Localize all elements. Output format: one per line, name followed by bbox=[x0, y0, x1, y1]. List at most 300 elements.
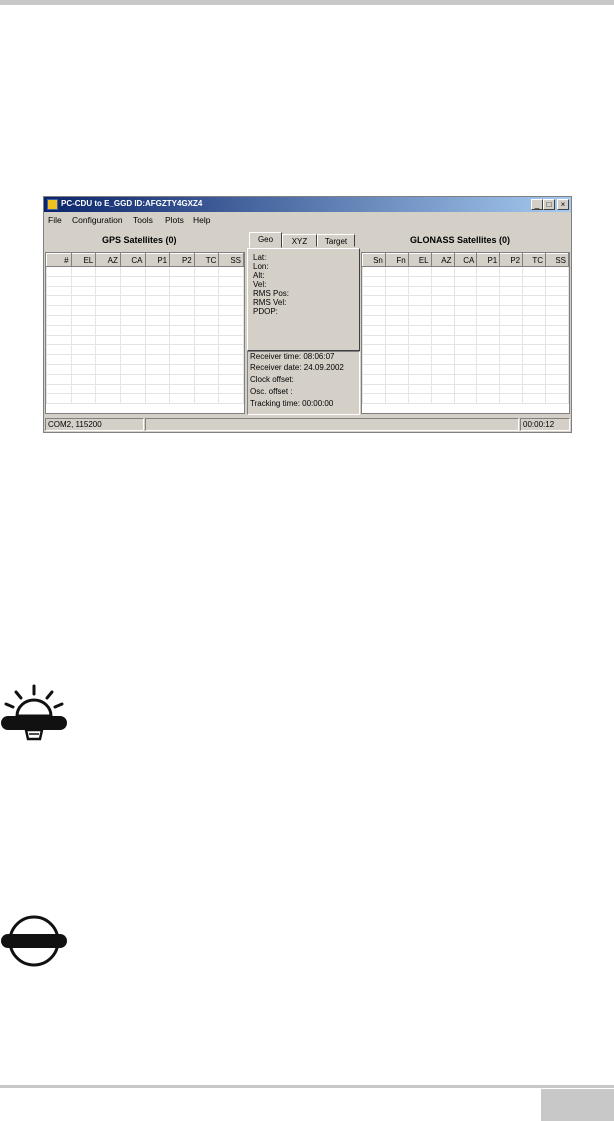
table-row bbox=[47, 384, 244, 394]
table-cell bbox=[454, 364, 477, 374]
table-cell bbox=[145, 345, 170, 355]
table-cell bbox=[194, 394, 219, 404]
table-row bbox=[47, 286, 244, 296]
table-row bbox=[363, 306, 569, 316]
table-cell bbox=[96, 286, 121, 296]
table-cell bbox=[219, 335, 244, 345]
table-cell bbox=[523, 364, 546, 374]
table-row bbox=[363, 364, 569, 374]
table-cell bbox=[194, 355, 219, 365]
table-cell bbox=[194, 374, 219, 384]
table-cell bbox=[219, 306, 244, 316]
table-cell bbox=[194, 306, 219, 316]
table-cell bbox=[408, 364, 431, 374]
receiver-time: Receiver time: 08:06:07 bbox=[250, 352, 335, 361]
table-cell bbox=[145, 286, 170, 296]
table-cell bbox=[194, 325, 219, 335]
menu-tools[interactable]: Tools bbox=[133, 215, 153, 225]
table-cell bbox=[47, 355, 72, 365]
table-cell bbox=[363, 306, 386, 316]
table-cell bbox=[145, 374, 170, 384]
table-cell bbox=[477, 355, 500, 365]
gps-column-header[interactable]: AZ bbox=[96, 254, 121, 267]
table-cell bbox=[194, 296, 219, 306]
table-row bbox=[363, 296, 569, 306]
gps-satellite-table[interactable] bbox=[45, 252, 245, 414]
table-cell bbox=[120, 306, 145, 316]
table-row bbox=[47, 364, 244, 374]
table-cell bbox=[385, 325, 408, 335]
table-row bbox=[363, 276, 569, 286]
table-cell bbox=[219, 286, 244, 296]
table-cell bbox=[546, 296, 569, 306]
table-row bbox=[363, 325, 569, 335]
table-row bbox=[47, 394, 244, 404]
app-icon bbox=[47, 199, 58, 210]
menu-plots[interactable]: Plots bbox=[165, 215, 184, 225]
glonass-column-header[interactable]: P1 bbox=[477, 254, 500, 267]
table-cell bbox=[408, 306, 431, 316]
table-cell bbox=[408, 325, 431, 335]
table-cell bbox=[96, 374, 121, 384]
table-cell bbox=[96, 364, 121, 374]
lightbulb-icon bbox=[0, 684, 70, 746]
table-cell bbox=[71, 286, 96, 296]
table-cell bbox=[145, 394, 170, 404]
table-cell bbox=[454, 315, 477, 325]
table-cell bbox=[194, 286, 219, 296]
table-row bbox=[47, 315, 244, 325]
table-cell bbox=[477, 276, 500, 286]
table-cell bbox=[47, 374, 72, 384]
window-title: PC-CDU to E_GGD ID:AFGZTY4GXZ4 bbox=[61, 199, 203, 208]
table-cell bbox=[194, 276, 219, 286]
gps-column-header[interactable]: P1 bbox=[145, 254, 170, 267]
table-cell bbox=[71, 315, 96, 325]
table-cell bbox=[96, 384, 121, 394]
table-cell bbox=[500, 335, 523, 345]
table-cell bbox=[523, 374, 546, 384]
table-cell bbox=[546, 267, 569, 277]
table-cell bbox=[219, 315, 244, 325]
table-cell bbox=[408, 335, 431, 345]
lat-label: Lat: bbox=[253, 253, 267, 262]
glonass-column-header[interactable]: CA bbox=[454, 254, 477, 267]
table-cell bbox=[385, 315, 408, 325]
table-cell bbox=[431, 355, 454, 365]
vel-label: Vel: bbox=[253, 280, 267, 289]
table-cell bbox=[454, 355, 477, 365]
table-cell bbox=[96, 325, 121, 335]
table-row bbox=[47, 296, 244, 306]
table-cell bbox=[145, 384, 170, 394]
table-cell bbox=[546, 364, 569, 374]
glonass-column-header[interactable]: P2 bbox=[500, 254, 523, 267]
table-cell bbox=[145, 267, 170, 277]
table-cell bbox=[47, 267, 72, 277]
table-cell bbox=[47, 315, 72, 325]
clock-offset: Clock offset: bbox=[250, 375, 294, 384]
table-cell bbox=[219, 384, 244, 394]
table-cell bbox=[71, 267, 96, 277]
table-cell bbox=[431, 267, 454, 277]
table-cell bbox=[194, 267, 219, 277]
tab-target[interactable]: Target bbox=[317, 234, 355, 247]
table-cell bbox=[523, 394, 546, 404]
osc-offset: Osc. offset : bbox=[250, 387, 293, 396]
table-cell bbox=[170, 345, 195, 355]
table-cell bbox=[546, 384, 569, 394]
table-cell bbox=[500, 276, 523, 286]
table-cell bbox=[96, 345, 121, 355]
table-cell bbox=[47, 306, 72, 316]
table-cell bbox=[431, 374, 454, 384]
table-cell bbox=[477, 296, 500, 306]
table-cell bbox=[408, 394, 431, 404]
table-cell bbox=[408, 384, 431, 394]
table-cell bbox=[546, 286, 569, 296]
table-cell bbox=[500, 325, 523, 335]
table-cell bbox=[431, 364, 454, 374]
table-cell bbox=[71, 325, 96, 335]
lon-label: Lon: bbox=[253, 262, 269, 271]
table-cell bbox=[120, 276, 145, 286]
table-cell bbox=[219, 296, 244, 306]
table-cell bbox=[219, 267, 244, 277]
table-cell bbox=[523, 315, 546, 325]
table-cell bbox=[145, 325, 170, 335]
table-cell bbox=[477, 364, 500, 374]
table-row bbox=[363, 267, 569, 277]
table-cell bbox=[408, 374, 431, 384]
table-cell bbox=[47, 394, 72, 404]
table-row bbox=[47, 355, 244, 365]
menu-bar bbox=[44, 213, 571, 226]
table-row bbox=[363, 345, 569, 355]
table-cell bbox=[71, 384, 96, 394]
table-cell bbox=[408, 286, 431, 296]
table-cell bbox=[170, 384, 195, 394]
table-row bbox=[47, 276, 244, 286]
gps-column-header[interactable]: EL bbox=[71, 254, 96, 267]
table-cell bbox=[500, 374, 523, 384]
table-cell bbox=[96, 394, 121, 404]
table-cell bbox=[454, 276, 477, 286]
table-cell bbox=[385, 394, 408, 404]
table-cell bbox=[145, 296, 170, 306]
table-cell bbox=[363, 286, 386, 296]
table-row bbox=[47, 267, 244, 277]
table-cell bbox=[523, 276, 546, 286]
table-cell bbox=[145, 364, 170, 374]
glonass-satellite-table[interactable] bbox=[361, 252, 570, 414]
table-cell bbox=[120, 325, 145, 335]
table-cell bbox=[477, 267, 500, 277]
table-cell bbox=[71, 306, 96, 316]
table-cell bbox=[120, 267, 145, 277]
table-cell bbox=[523, 325, 546, 335]
tab-geo[interactable]: Geo bbox=[249, 232, 282, 248]
table-cell bbox=[546, 394, 569, 404]
glonass-column-header[interactable]: Sn bbox=[363, 254, 386, 267]
table-cell bbox=[546, 325, 569, 335]
table-cell bbox=[500, 364, 523, 374]
table-cell bbox=[500, 286, 523, 296]
table-row bbox=[363, 286, 569, 296]
table-cell bbox=[477, 306, 500, 316]
table-cell bbox=[431, 384, 454, 394]
table-cell bbox=[170, 394, 195, 404]
table-cell bbox=[477, 374, 500, 384]
table-cell bbox=[385, 267, 408, 277]
table-cell bbox=[546, 335, 569, 345]
table-cell bbox=[477, 315, 500, 325]
rms-pos-label: RMS Pos: bbox=[253, 289, 290, 298]
table-cell bbox=[145, 306, 170, 316]
table-cell bbox=[363, 335, 386, 345]
table-cell bbox=[96, 335, 121, 345]
table-cell bbox=[500, 394, 523, 404]
table-cell bbox=[385, 335, 408, 345]
table-cell bbox=[408, 355, 431, 365]
receiver-info-panel bbox=[247, 351, 360, 415]
table-row bbox=[47, 335, 244, 345]
table-cell bbox=[170, 306, 195, 316]
table-cell bbox=[219, 276, 244, 286]
table-cell bbox=[500, 355, 523, 365]
table-cell bbox=[96, 267, 121, 277]
table-cell bbox=[170, 355, 195, 365]
table-cell bbox=[96, 306, 121, 316]
table-cell bbox=[454, 286, 477, 296]
table-cell bbox=[170, 276, 195, 286]
table-cell bbox=[500, 267, 523, 277]
close-button[interactable]: × bbox=[557, 199, 569, 210]
table-cell bbox=[170, 364, 195, 374]
table-cell bbox=[385, 286, 408, 296]
table-cell bbox=[96, 296, 121, 306]
table-cell bbox=[120, 374, 145, 384]
table-cell bbox=[454, 296, 477, 306]
maximize-button[interactable]: □ bbox=[543, 199, 555, 210]
table-cell bbox=[47, 325, 72, 335]
table-cell bbox=[546, 276, 569, 286]
table-cell bbox=[71, 276, 96, 286]
gps-column-header[interactable]: P2 bbox=[170, 254, 195, 267]
table-cell bbox=[385, 355, 408, 365]
table-cell bbox=[120, 345, 145, 355]
table-cell bbox=[170, 374, 195, 384]
table-cell bbox=[96, 355, 121, 365]
table-cell bbox=[363, 345, 386, 355]
table-cell bbox=[47, 384, 72, 394]
table-row bbox=[363, 374, 569, 384]
status-timer: 00:00:12 bbox=[520, 418, 570, 431]
menu-help[interactable]: Help bbox=[193, 215, 211, 225]
table-cell bbox=[500, 306, 523, 316]
table-cell bbox=[363, 355, 386, 365]
table-cell bbox=[120, 355, 145, 365]
table-cell bbox=[363, 325, 386, 335]
table-cell bbox=[120, 315, 145, 325]
table-cell bbox=[170, 296, 195, 306]
table-cell bbox=[170, 325, 195, 335]
table-cell bbox=[120, 335, 145, 345]
glonass-column-header[interactable]: AZ bbox=[431, 254, 454, 267]
table-cell bbox=[385, 276, 408, 286]
table-cell bbox=[408, 345, 431, 355]
table-cell bbox=[431, 315, 454, 325]
table-cell bbox=[500, 315, 523, 325]
table-cell bbox=[363, 374, 386, 384]
glonass-column-header[interactable]: SS bbox=[546, 254, 569, 267]
menu-configuration[interactable]: Configuration bbox=[72, 215, 123, 225]
table-cell bbox=[170, 335, 195, 345]
table-cell bbox=[523, 355, 546, 365]
table-cell bbox=[194, 384, 219, 394]
table-cell bbox=[71, 296, 96, 306]
table-cell bbox=[219, 355, 244, 365]
page-number-tab bbox=[541, 1089, 614, 1121]
note-icon bbox=[0, 914, 70, 974]
table-cell bbox=[145, 276, 170, 286]
table-cell bbox=[47, 296, 72, 306]
glonass-column-header[interactable]: Fn bbox=[385, 254, 408, 267]
table-cell bbox=[523, 384, 546, 394]
table-cell bbox=[454, 374, 477, 384]
table-cell bbox=[71, 364, 96, 374]
table-row bbox=[47, 306, 244, 316]
table-cell bbox=[363, 276, 386, 286]
table-cell bbox=[385, 364, 408, 374]
table-cell bbox=[96, 276, 121, 286]
tab-xyz[interactable]: XYZ bbox=[282, 234, 317, 247]
table-cell bbox=[523, 267, 546, 277]
table-cell bbox=[385, 384, 408, 394]
table-row bbox=[363, 355, 569, 365]
gps-column-header[interactable]: # bbox=[47, 254, 72, 267]
table-row bbox=[363, 394, 569, 404]
glonass-column-header[interactable]: EL bbox=[408, 254, 431, 267]
table-cell bbox=[408, 267, 431, 277]
table-cell bbox=[500, 345, 523, 355]
table-cell bbox=[145, 315, 170, 325]
table-row bbox=[47, 325, 244, 335]
table-cell bbox=[363, 267, 386, 277]
table-cell bbox=[477, 286, 500, 296]
table-cell bbox=[546, 374, 569, 384]
table-cell bbox=[145, 335, 170, 345]
table-cell bbox=[219, 364, 244, 374]
receiver-date: Receiver date: 24.09.2002 bbox=[250, 363, 344, 372]
gps-column-header[interactable]: SS bbox=[219, 254, 244, 267]
table-cell bbox=[363, 384, 386, 394]
table-cell bbox=[385, 345, 408, 355]
table-row bbox=[363, 384, 569, 394]
table-cell bbox=[454, 335, 477, 345]
table-cell bbox=[219, 394, 244, 404]
table-cell bbox=[47, 276, 72, 286]
table-cell bbox=[431, 325, 454, 335]
table-cell bbox=[120, 394, 145, 404]
table-cell bbox=[431, 296, 454, 306]
table-cell bbox=[194, 364, 219, 374]
table-cell bbox=[408, 276, 431, 286]
pc-cdu-window bbox=[43, 196, 572, 433]
table-cell bbox=[523, 296, 546, 306]
table-cell bbox=[120, 364, 145, 374]
tracking-time: Tracking time: 00:00:00 bbox=[250, 399, 334, 408]
table-cell bbox=[431, 286, 454, 296]
table-cell bbox=[454, 394, 477, 404]
geo-panel bbox=[247, 248, 360, 351]
table-cell bbox=[431, 276, 454, 286]
table-cell bbox=[47, 345, 72, 355]
table-cell bbox=[120, 296, 145, 306]
rms-vel-label: RMS Vel: bbox=[253, 298, 287, 307]
table-cell bbox=[219, 345, 244, 355]
table-cell bbox=[47, 364, 72, 374]
table-cell bbox=[408, 296, 431, 306]
minimize-button[interactable]: _ bbox=[531, 199, 543, 210]
table-cell bbox=[500, 296, 523, 306]
status-port: COM2, 115200 bbox=[45, 418, 144, 431]
table-cell bbox=[431, 335, 454, 345]
table-cell bbox=[71, 374, 96, 384]
table-cell bbox=[363, 364, 386, 374]
table-cell bbox=[546, 315, 569, 325]
table-cell bbox=[96, 315, 121, 325]
table-row bbox=[363, 335, 569, 345]
table-cell bbox=[454, 306, 477, 316]
table-cell bbox=[47, 335, 72, 345]
table-cell bbox=[120, 384, 145, 394]
table-cell bbox=[523, 335, 546, 345]
glonass-column-header[interactable]: TC bbox=[523, 254, 546, 267]
table-cell bbox=[408, 315, 431, 325]
table-cell bbox=[523, 345, 546, 355]
page-top-rule bbox=[0, 0, 614, 5]
table-cell bbox=[170, 286, 195, 296]
table-cell bbox=[363, 315, 386, 325]
status-message bbox=[145, 418, 519, 431]
title-bar[interactable] bbox=[44, 197, 571, 212]
glonass-panel-title: GLONASS Satellites (0) bbox=[410, 235, 511, 245]
table-row bbox=[363, 315, 569, 325]
gps-column-header[interactable]: TC bbox=[194, 254, 219, 267]
gps-panel-title: GPS Satellites (0) bbox=[102, 235, 177, 245]
table-cell bbox=[363, 394, 386, 404]
table-cell bbox=[454, 345, 477, 355]
table-row bbox=[47, 374, 244, 384]
table-cell bbox=[120, 286, 145, 296]
gps-column-header[interactable]: CA bbox=[120, 254, 145, 267]
table-cell bbox=[454, 267, 477, 277]
table-cell bbox=[477, 394, 500, 404]
table-cell bbox=[71, 394, 96, 404]
pdop-label: PDOP: bbox=[253, 307, 278, 316]
table-cell bbox=[546, 306, 569, 316]
table-cell bbox=[454, 384, 477, 394]
table-cell bbox=[477, 384, 500, 394]
status-bar bbox=[44, 418, 571, 432]
table-cell bbox=[477, 345, 500, 355]
table-cell bbox=[194, 335, 219, 345]
table-cell bbox=[219, 374, 244, 384]
table-cell bbox=[71, 335, 96, 345]
table-cell bbox=[170, 267, 195, 277]
menu-file[interactable]: File bbox=[48, 215, 62, 225]
